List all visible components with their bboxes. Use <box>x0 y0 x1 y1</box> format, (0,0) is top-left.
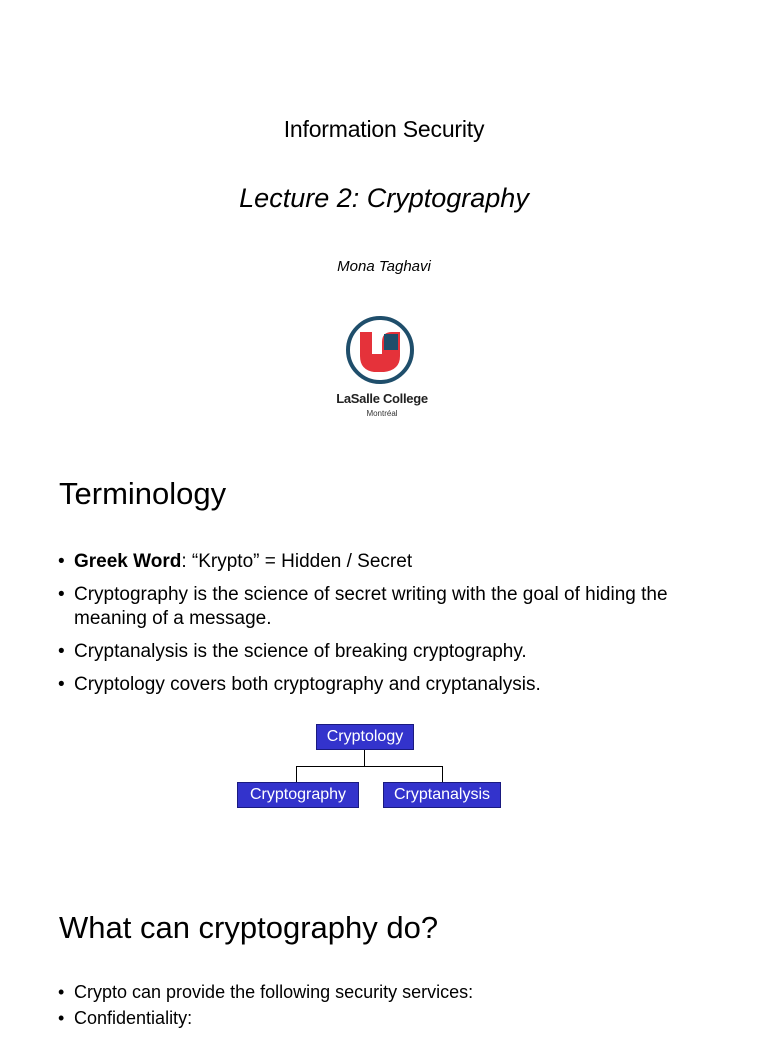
list-item: • Cryptology covers both cryptography and cryptanalysis. <box>58 673 718 697</box>
connector-line <box>364 750 365 766</box>
connector-line <box>442 766 443 782</box>
list-item: • Greek Word: “Krypto” = Hidden / Secret <box>58 550 718 574</box>
cryptology-box: Cryptology <box>316 724 414 750</box>
cryptography-box: Cryptography <box>237 782 359 808</box>
slide-title: Information Security <box>283 116 485 142</box>
services-list <box>58 980 718 1039</box>
logo-city: Montréal <box>366 409 398 418</box>
list-item: • Cryptanalysis is the science of breaking cryptography. <box>58 640 718 664</box>
connector-line <box>296 766 297 782</box>
connector-line <box>296 766 442 767</box>
cryptology-tree-diagram <box>230 722 510 812</box>
crypto-services-heading: What can cryptography do? <box>59 910 439 945</box>
logo-wordmark: LaSalle College <box>336 391 428 406</box>
list-item: • Confidentiality: <box>58 1006 718 1030</box>
lasalle-college-logo <box>322 314 442 424</box>
college-emblem-icon <box>322 314 442 389</box>
list-item: • Cryptography is the science of secret writing with the goal of hiding the meaning of a message. <box>58 583 718 631</box>
lecture-subtitle: Lecture 2: Cryptography <box>239 183 529 213</box>
list-item: • Crypto can provide the following security services: <box>58 980 718 1004</box>
terminology-heading: Terminology <box>59 476 227 511</box>
bold-term: Greek Word <box>74 551 182 572</box>
author-name: Mona Taghavi <box>337 258 431 275</box>
cryptanalysis-box: Cryptanalysis <box>383 782 501 808</box>
terminology-list <box>58 550 718 706</box>
